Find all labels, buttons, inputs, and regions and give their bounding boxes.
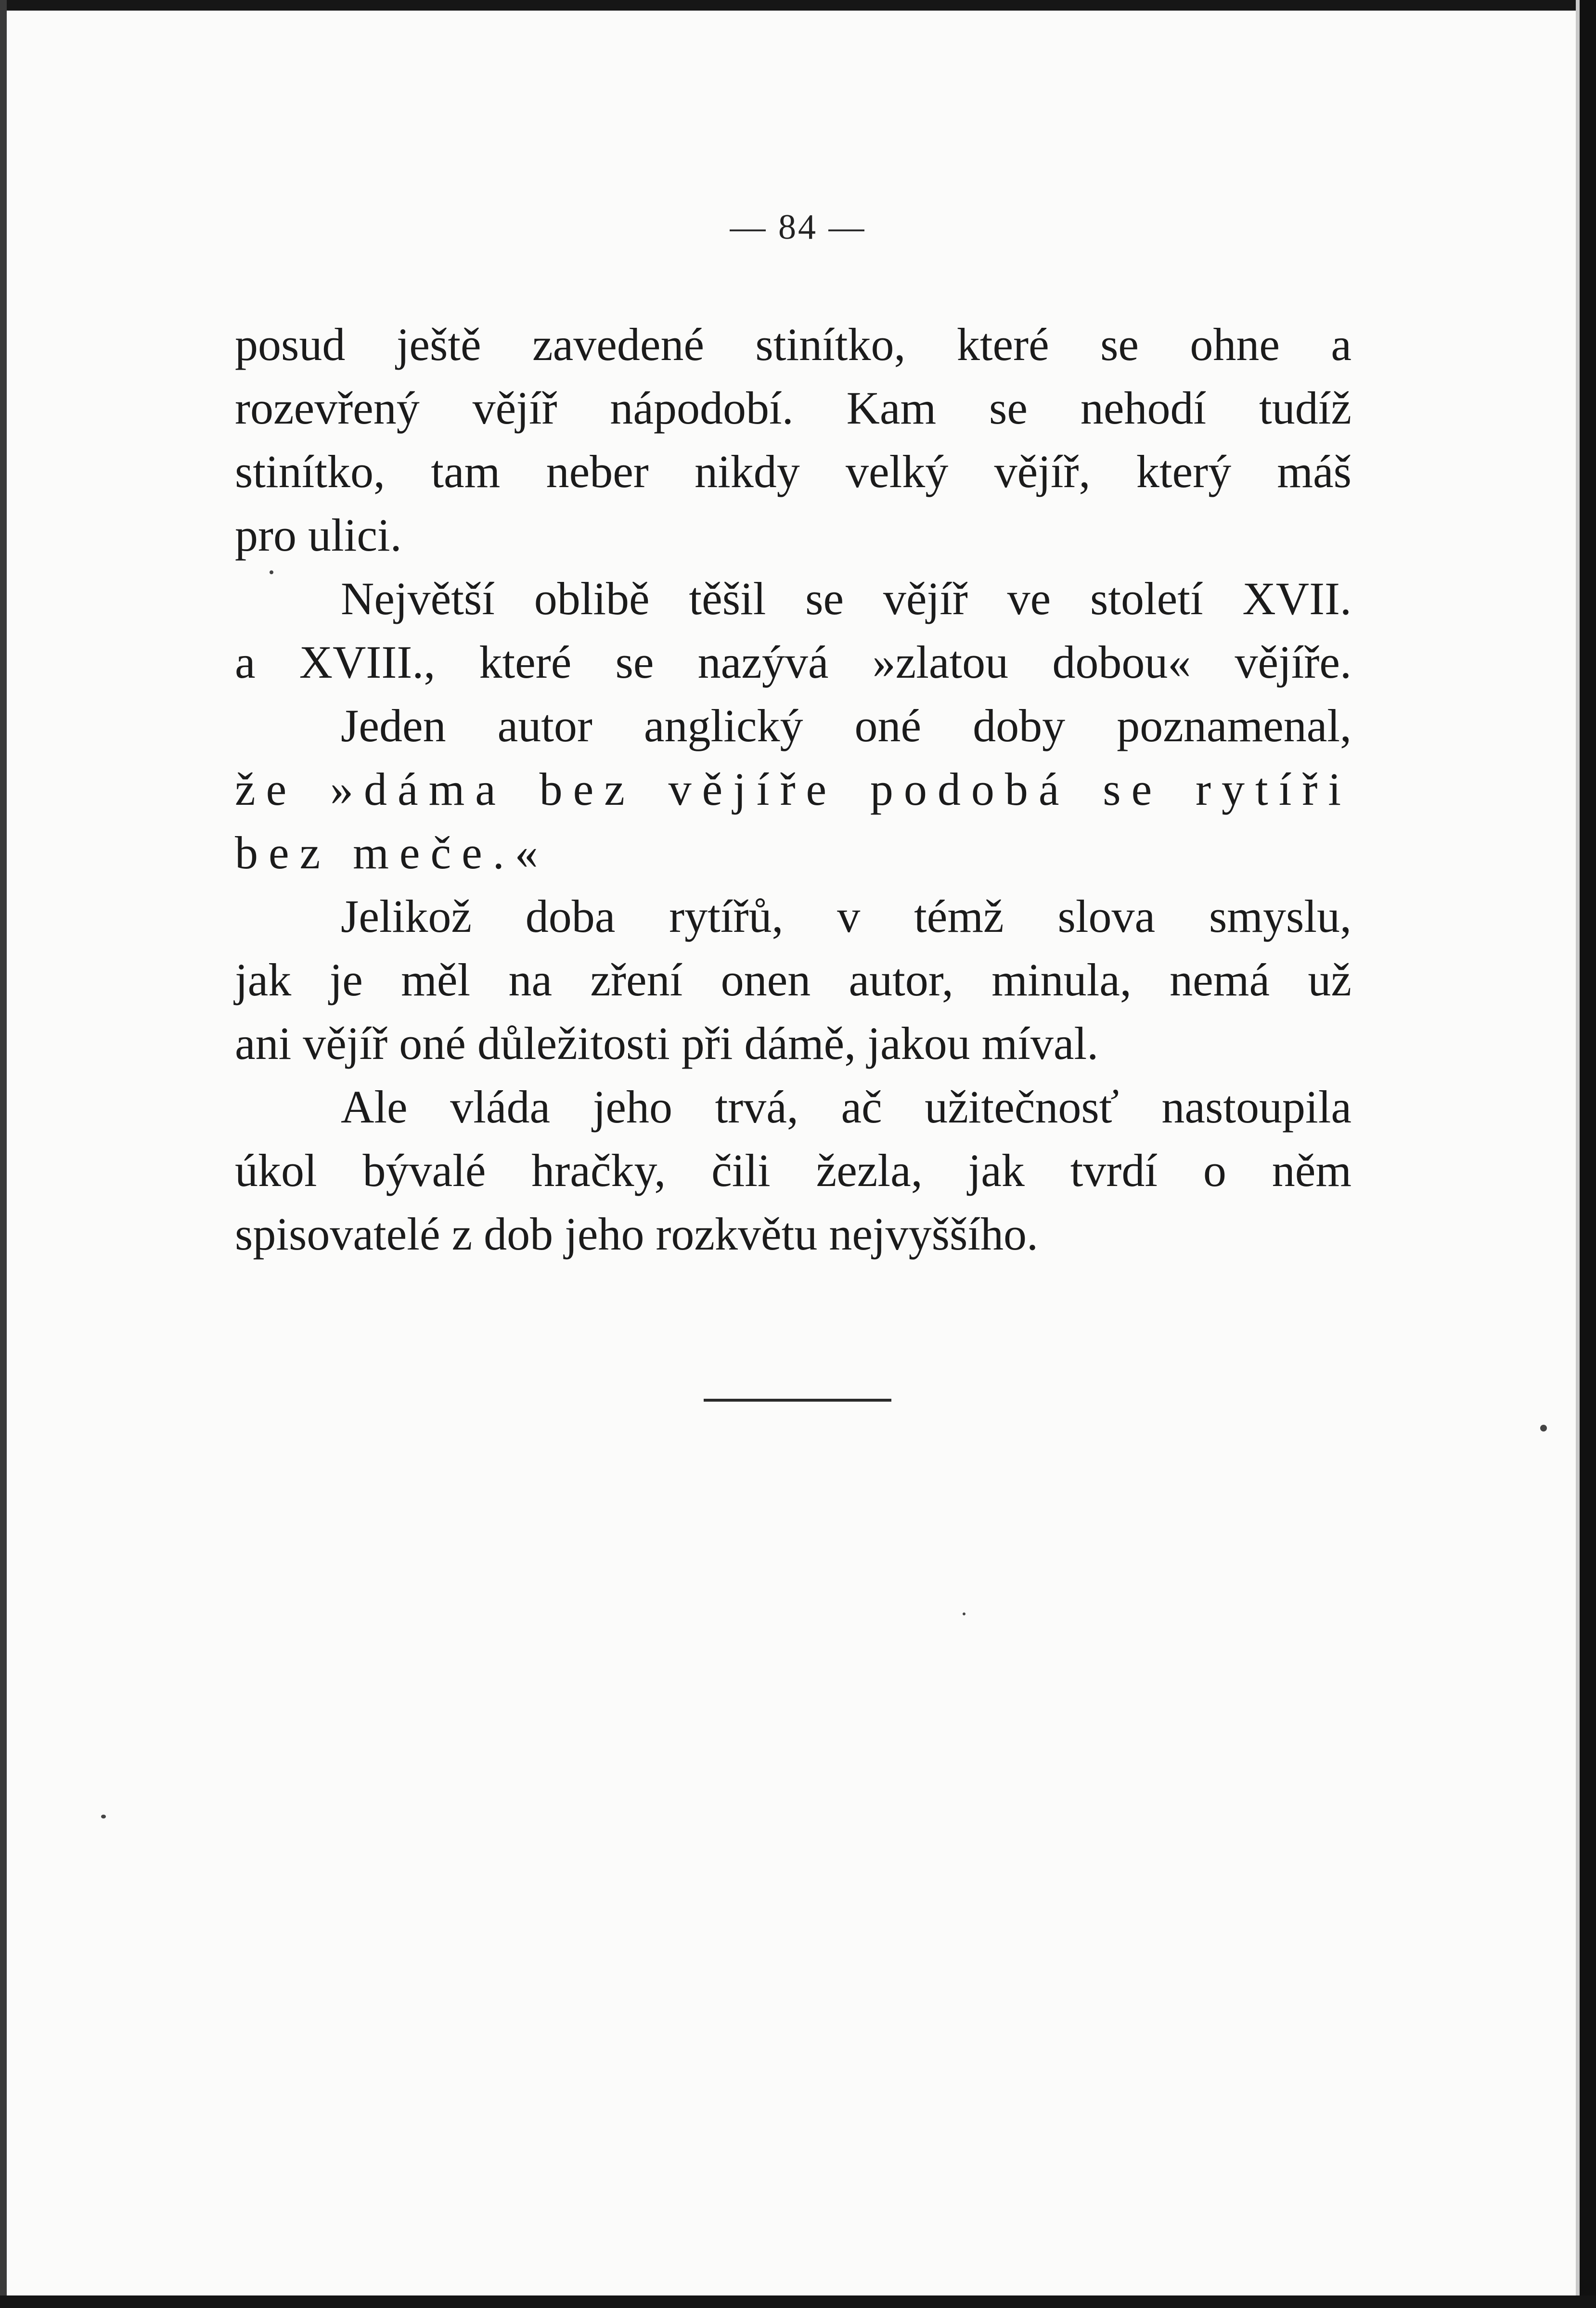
scan-speck <box>1540 1425 1547 1431</box>
text-line: úkol bývalé hračky, čili žezla, jak tvrdí o něm <box>235 1145 1351 1196</box>
scan-border-bottom <box>0 2295 1596 2308</box>
text-line: rozevřený vějíř nápodobí. Kam se nehodí tudíž <box>235 382 1351 434</box>
scan-border-right-inner <box>1576 0 1580 2308</box>
text-line: stinítko, tam neber nikdy velký vějíř, který máš <box>235 446 1351 497</box>
scan-border-right <box>1580 0 1596 2308</box>
text-line: Největší oblibě těšil se vějíř ve století XVII. <box>341 573 1351 624</box>
text-line: Jelikož doba rytířů, v témž slova smyslu, <box>341 890 1351 942</box>
body-text <box>235 313 1351 1266</box>
text-line: pro ulici. <box>235 509 402 561</box>
text-line: ani vějíř oné důležitosti při dámě, jakou míval. <box>235 1018 1099 1069</box>
text-line: spisovatelé z dob jeho rozkvětu nejvyššího. <box>235 1208 1038 1260</box>
page-number: — 84 — <box>730 207 866 247</box>
text-line: Ale vláda jeho trvá, ač užitečnosť nastoupila <box>341 1081 1351 1133</box>
text-line: a XVIII., které se nazývá »zlatou dobou« vějíře. <box>235 636 1351 688</box>
text-line: že »dáma bez vějíře podobá se rytíři <box>235 763 1351 815</box>
section-end-rule <box>704 1399 891 1402</box>
scan-speck <box>963 1612 965 1615</box>
scan-speck <box>270 570 273 574</box>
scan-speck <box>101 1815 106 1818</box>
text-line: jak je měl na zření onen autor, minula, nemá už <box>235 954 1351 1006</box>
text-line: bez meče.« <box>235 827 549 878</box>
text-line: Jeden autor anglický oné doby poznamenal, <box>341 700 1351 751</box>
text-line: posud ještě zavedené stinítko, které se ohne a <box>235 319 1351 370</box>
scan-border-top <box>0 0 1596 11</box>
scan-border-left <box>0 0 7 2308</box>
